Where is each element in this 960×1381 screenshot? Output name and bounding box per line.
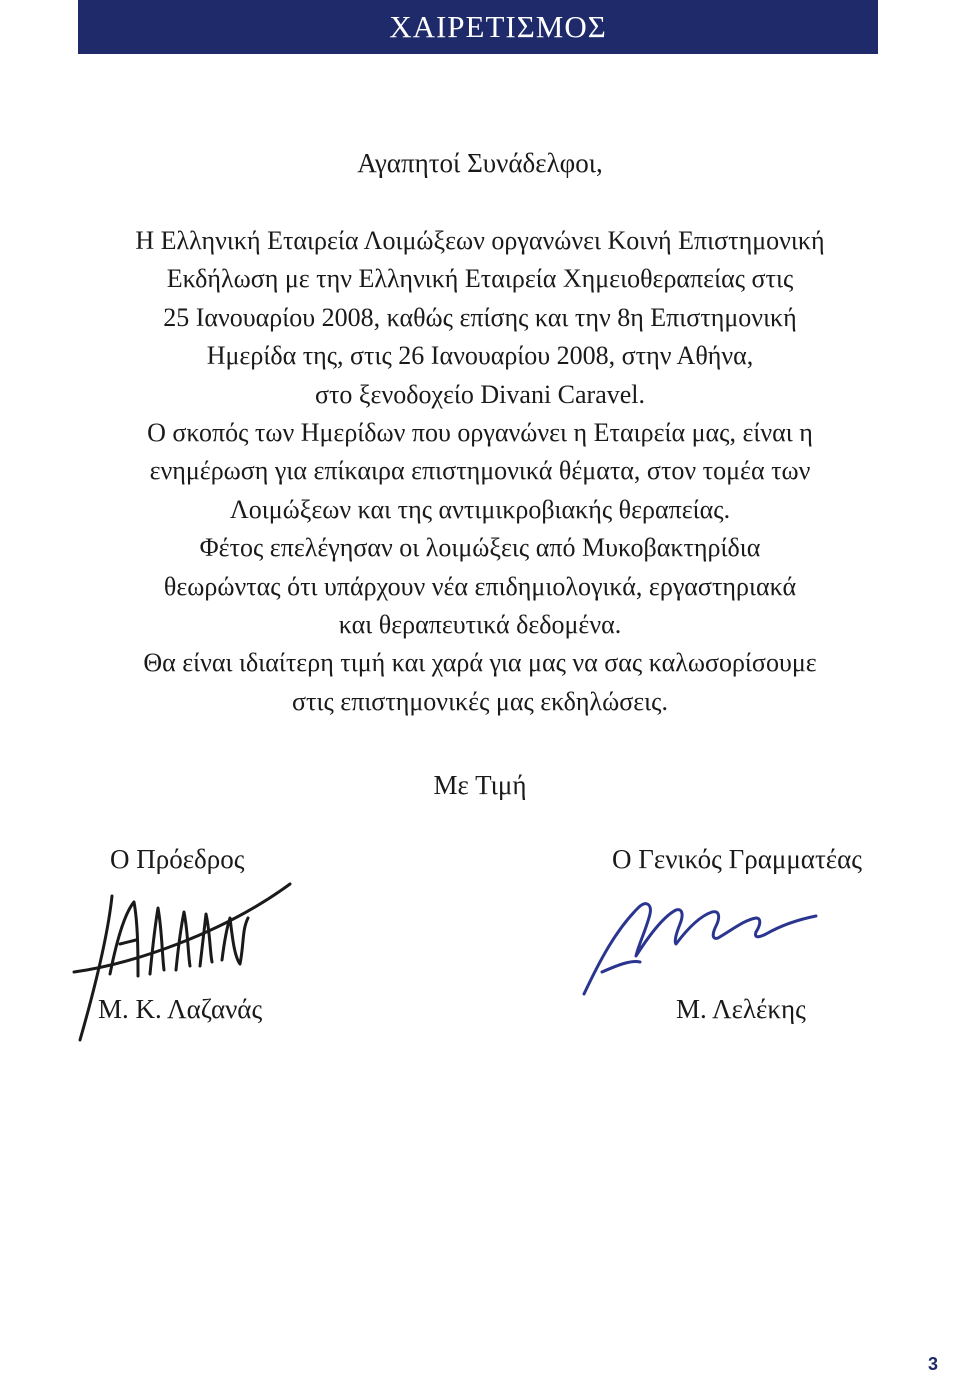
general-secretary-title: Ο Γενικός Γραμματέας — [612, 844, 862, 874]
letter-line: και θεραπευτικά δεδομένα. — [338, 610, 622, 640]
letter-line: στο ξενοδοχείο Divani Caravel. — [314, 379, 646, 409]
letter-line: Θα είναι ιδιαίτερη τιμή και χαρά για μας να σας καλωσορίσουμε — [143, 648, 817, 678]
letter-line: Φέτος επελέγησαν οι λοιμώξεις από Μυκοβακτηρίδια — [199, 533, 761, 563]
letter-line: Ο σκοπός των Ημερίδων που οργανώνει η Εταιρεία μας, είναι η — [147, 418, 813, 448]
general-secretary-signature — [580, 890, 820, 1000]
letter-body — [40, 222, 920, 721]
letter-greeting: Αγαπητοί Συνάδελφοι, — [357, 148, 603, 178]
letter-line: θεωρώντας ότι υπάρχουν νέα επιδημιολογικά, εργαστηριακά — [163, 571, 797, 601]
president-name: Μ. Κ. Λαζανάς — [98, 994, 263, 1024]
page-number: 3 — [927, 1354, 938, 1374]
letter-line: Ημερίδα της, στις 26 Ιανουαρίου 2008, στην Αθήνα, — [206, 341, 754, 371]
letter-line: Λοιμώξεων και της αντιμικροβιακής θεραπείας. — [229, 494, 731, 524]
letter-line: στις επιστημονικές μας εκδηλώσεις. — [292, 686, 668, 716]
letter-closing: Με Τιμή — [433, 770, 527, 800]
president-title: Ο Πρόεδρος — [110, 844, 245, 874]
header-band — [78, 0, 878, 54]
letter-line: Η Ελληνική Εταιρεία Λοιμώξεων οργανώνει Κοινή Επιστημονική — [135, 226, 825, 255]
general-secretary-name: Μ. Λελέκης — [676, 994, 806, 1024]
letter-line: Εκδήλωση με την Ελληνική Εταιρεία Χημειοθεραπείας στις — [166, 264, 794, 294]
letter-line: ενημέρωση για επίκαιρα επιστημονικά θέματα, στον τομέα των — [149, 456, 811, 486]
page-title: ΧΑΙΡΕΤΙΣΜΟΣ — [389, 9, 607, 44]
letter-line: 25 Ιανουαρίου 2008, καθώς επίσης και την 8η Επιστημονική — [163, 302, 797, 332]
